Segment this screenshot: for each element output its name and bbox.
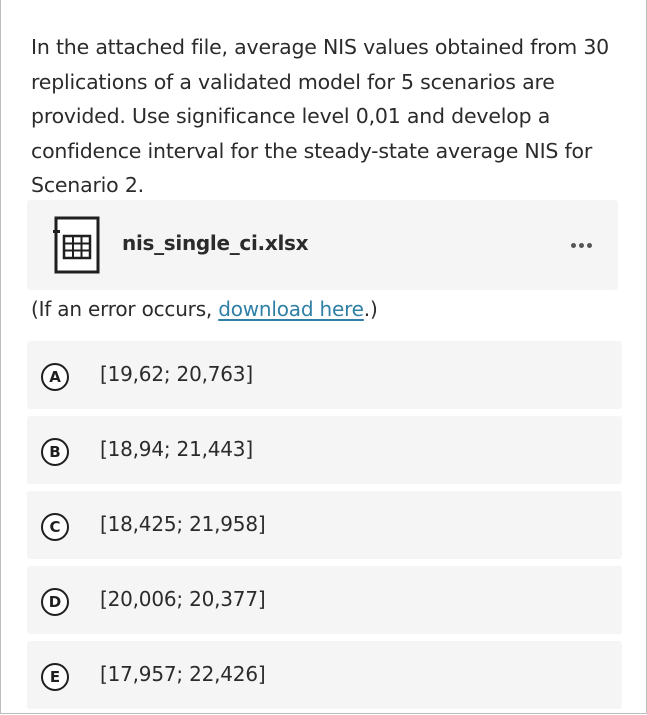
option-letter-badge: C	[41, 513, 69, 541]
error-note	[31, 292, 378, 326]
option-letter-badge: E	[41, 663, 69, 691]
option-text: [17,957; 22,426]	[100, 662, 266, 686]
error-note-prefix: (If an error occurs,	[31, 297, 219, 321]
answer-option-e[interactable]	[27, 641, 622, 709]
answer-option-b[interactable]	[27, 416, 622, 484]
option-text: [19,62; 20,763]	[100, 362, 253, 386]
option-letter-badge: B	[41, 438, 69, 466]
more-horizontal-icon	[587, 243, 592, 248]
more-options-button[interactable]	[566, 230, 596, 260]
download-link[interactable]: download here	[218, 297, 364, 321]
spreadsheet-file-icon	[53, 216, 101, 274]
option-text: [18,94; 21,443]	[100, 437, 253, 461]
answer-option-a[interactable]	[27, 341, 622, 409]
option-text: [18,425; 21,958]	[100, 512, 266, 536]
option-text: [20,006; 20,377]	[100, 587, 266, 611]
more-horizontal-icon	[571, 243, 576, 248]
question-text: In the attached file, average NIS values obtained from 30 replications of a validated model for 5 scenarios are provided. Use significance level 0,01 and develop a confidence interval for the steady-state average NIS for Scenario 2.	[31, 35, 610, 197]
attachment-file-name[interactable]: nis_single_ci.xlsx	[122, 231, 309, 255]
answer-option-d[interactable]	[27, 566, 622, 634]
error-note-suffix: .)	[363, 297, 378, 321]
answer-option-c[interactable]	[27, 491, 622, 559]
more-horizontal-icon	[579, 243, 584, 248]
option-letter-badge: D	[41, 588, 69, 616]
attachment-card[interactable]	[27, 200, 618, 290]
option-letter-badge: A	[41, 363, 69, 391]
